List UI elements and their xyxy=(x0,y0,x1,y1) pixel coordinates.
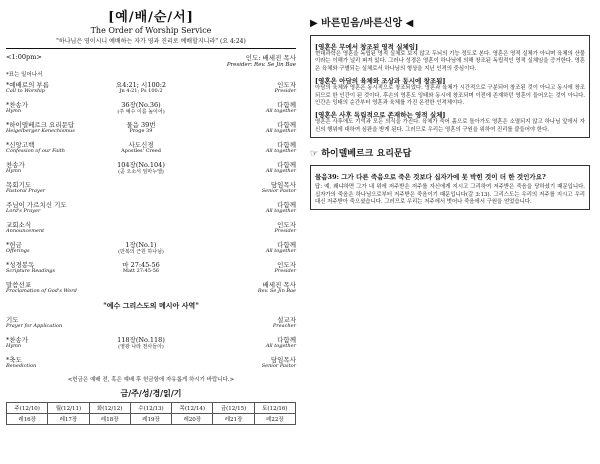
item-leader-en: All together xyxy=(265,208,296,214)
standing-note: *표는 일어나서 xyxy=(6,72,43,78)
item-leader: 다함께 xyxy=(277,101,296,109)
item-detail-sub: Jn 4:21; Ps 100:2 xyxy=(119,88,163,94)
item-name: 말씀선포 xyxy=(6,281,32,289)
item-name: 주님이 가르치신 기도 xyxy=(6,201,67,209)
item-name-en: Scripture Readings xyxy=(6,268,56,274)
reading-chapter: 레20장 xyxy=(172,414,213,425)
item-name: 찬송가 xyxy=(6,161,25,169)
reading-day: 수(12/13) xyxy=(130,403,171,414)
item-leader-en: Senior Pastor xyxy=(261,188,296,194)
item-leader: 다함께 xyxy=(277,141,296,149)
catechism-question: 물음39: 그가 다른 죽음으로 죽은 것보다 십자가에 못 박힌 것이 더 한 것인가요? xyxy=(315,173,546,182)
reading-chapter: 레19장 xyxy=(130,414,171,425)
reading-day: 주(12/10) xyxy=(7,403,48,414)
doctrine-section-text: 아담의 육체와 영혼은 동시적으로 창조되었다. 영혼과 육체가 시간적으로 구분되어 창조된 것이 아니고 동시에 창조되므로 한 인간이 된 것이다. 후손의 영혼도 잉태와 동시에 창조되며 이전에 존재하던 영혼이 들어오는 것이 아니다. 인간은 잉태의 순간부터 영혼과 육체를 가진 온전한 인격체이다. xyxy=(315,85,585,107)
item-name-en: Pastoral Prayer xyxy=(6,188,46,194)
order-item xyxy=(6,238,296,258)
item-detail-sub: (영광 나라 천사들아) xyxy=(118,344,164,350)
reading-days-row xyxy=(7,403,296,414)
order-list xyxy=(6,78,296,298)
item-name-en: Announcement xyxy=(6,228,45,234)
order-item xyxy=(6,313,296,333)
item-name: *하이델베르크 요리문답 xyxy=(6,121,75,129)
item-name: *신앙고백 xyxy=(6,141,35,149)
doctrine-section-head: [영혼은 무에서 창조된 영적 실체임] xyxy=(315,43,419,51)
item-name: *헌금 xyxy=(6,241,22,249)
item-name: *축도 xyxy=(6,356,22,364)
reading-day: 목(12/14) xyxy=(172,403,213,414)
item-leader: 설교자 xyxy=(277,316,296,324)
item-name-en: Prayer for Application xyxy=(6,323,63,329)
item-name-en: Hymn xyxy=(6,168,22,174)
item-leader-en: All together xyxy=(265,108,296,114)
order-item xyxy=(6,178,296,198)
doctrine-section-head: [영혼은 아담의 육체와 조상과 동시에 창조됨] xyxy=(315,77,446,86)
item-detail: 36장(No.36) xyxy=(121,101,161,109)
item-detail: 요4:21; 시100:2 xyxy=(115,81,167,89)
item-name: 목회기도 xyxy=(6,181,32,189)
reading-chapter: 레16장 xyxy=(7,414,48,425)
reading-table xyxy=(6,402,296,425)
doctrine-box xyxy=(310,35,590,138)
item-detail: 물음 39번 xyxy=(126,121,156,129)
item-name: 교회소식 xyxy=(6,221,32,229)
order-item xyxy=(6,118,296,138)
doctrine-column xyxy=(310,14,590,460)
item-detail: 118장(No.118) xyxy=(117,336,165,344)
item-detail-sub: Matt 27:45-56 xyxy=(122,268,160,274)
presider-en: Presider: Rev. Se Jin Bae xyxy=(226,62,296,68)
item-leader-en: All together xyxy=(265,168,296,174)
item-name-en: Confession of our Faith xyxy=(6,148,66,154)
item-name-en: Hymn xyxy=(6,343,22,349)
reading-day: 월(12/11) xyxy=(48,403,89,414)
service-leader: 인도: 배세진 목사 xyxy=(245,54,296,62)
item-leader-en: All together xyxy=(265,128,296,134)
order-list-after xyxy=(6,313,296,373)
order-item xyxy=(6,198,296,218)
item-detail: 사도신경 xyxy=(128,141,154,149)
reading-chapters-row xyxy=(7,414,296,425)
catechism-heading: ☞ 하이델베르크 요리문답 xyxy=(310,149,412,160)
item-name-en: Offerings xyxy=(6,248,30,254)
reading-chapter: 레17장 xyxy=(48,414,89,425)
item-name-en: Heigelberger Kenechismus xyxy=(6,128,75,134)
item-detail: 1장(No.1) xyxy=(125,241,157,249)
reading-chapter: 레18장 xyxy=(89,414,130,425)
worship-order-column xyxy=(6,4,296,460)
item-leader: 다함께 xyxy=(277,121,296,129)
item-leader-en: All together xyxy=(265,148,296,154)
order-item xyxy=(6,98,296,118)
item-leader-en: Presider xyxy=(274,228,296,234)
item-leader-en: Presider xyxy=(274,268,296,274)
item-leader: 인도자 xyxy=(277,221,296,229)
item-name: *예배로의 부름 xyxy=(6,81,49,89)
sermon-title: "예수 그리스도의 메시아 사역" xyxy=(103,301,199,310)
item-name-en: Proclamation of God's Word xyxy=(6,288,77,294)
item-detail-sub: Apostles' Creed xyxy=(121,148,161,154)
reading-chapter: 레22장 xyxy=(254,414,295,425)
item-detail: 104장(No.104) xyxy=(117,161,165,169)
item-detail-sub: (주 예수 이름 높이어) xyxy=(117,109,165,115)
item-name: *찬송가 xyxy=(6,101,29,109)
doctrine-section-text: 영혼은 사후에도 기억과 모든 의식을 가진다. 육체가 죽어 흙으로 돌아가도 영혼은 소멸되지 않고 하나님 앞에서 자신의 행위에 대하여 심판을 받게 된다. 그러므로 우리는 영혼의 구원을 위하여 진리를 붙들어야 한다. xyxy=(315,119,585,133)
item-leader-en: Rev. Se Jin Bae xyxy=(257,288,296,294)
item-leader: 인도자 xyxy=(277,261,296,269)
order-item xyxy=(6,353,296,373)
page-title: [예/배/순/서] xyxy=(108,10,194,25)
order-item xyxy=(6,158,296,178)
item-name: 기도 xyxy=(6,316,19,324)
item-leader: 다함께 xyxy=(277,336,296,344)
doctrine-section-head: [영혼은 사후 독립적으로 존재하는 영적 실체] xyxy=(315,111,446,120)
order-item xyxy=(6,218,296,238)
reading-title: 금/주/성/경/읽/기 xyxy=(120,388,182,398)
item-leader-en: Preacher xyxy=(272,323,296,329)
item-detail-sub: (곧 오소서 임마누엘) xyxy=(118,169,164,175)
doctrine-heading: ▶ 바른믿음/바른신앙 ◀ xyxy=(310,18,414,29)
reading-day: 금(12/15) xyxy=(213,403,254,414)
item-leader: 담임목사 xyxy=(270,181,296,189)
page-subtitle: The Order of Worship Service xyxy=(90,26,212,35)
order-item xyxy=(6,333,296,353)
item-name: *찬송가 xyxy=(6,336,29,344)
item-leader: 다함께 xyxy=(277,201,296,209)
item-leader: 다함께 xyxy=(277,161,296,169)
order-item xyxy=(6,138,296,158)
item-detail-sub: (만복의 근원 하나님) xyxy=(118,249,164,255)
doctrine-section-text: 현대과학은 영혼을 독립된 영적 실체로 보지 않고 두뇌의 기능 정도로 본다. 영혼은 영적 실체가 아니며 육체의 산물이라는 이해가 널리 퍼져 있다. 그러나 성경은 영혼이 하나님에 의해 창조된 독립적인 영적 실체임을 증거한다. 영혼은 육체와 구별되는 실체로서 하나님의 형상을 지닌 인격의 중심이다. xyxy=(315,51,585,72)
reading-day: 화(12/12) xyxy=(89,403,130,414)
item-leader-en: All together xyxy=(265,248,296,254)
item-detail-sub: Proge 39 xyxy=(129,128,153,134)
item-name-en: Call to Worship xyxy=(6,88,45,94)
offering-note: <헌금은 예배 전, 혹은 예배 후 헌금함에 자유롭게 하시기 바랍니다.> xyxy=(67,377,235,383)
service-time: <1:00pm> xyxy=(6,53,42,61)
header-verse: "하나님은 영이시니 예배하는 자가 영과 진리로 예배할지니라" (요 4:24) xyxy=(56,38,246,45)
service-time-row xyxy=(6,53,296,62)
reading-chapter: 레21장 xyxy=(213,414,254,425)
item-detail: 마 27:45-56 xyxy=(122,261,160,269)
item-leader: 배세진 목사 xyxy=(262,281,296,289)
item-leader: 담임목사 xyxy=(270,356,296,364)
reading-day: 토(12/16) xyxy=(254,403,295,414)
divider xyxy=(6,48,296,49)
item-leader-en: Senior Pastor xyxy=(261,363,296,369)
catechism-answer: 답: 예, 왜냐하면 그가 내 위에 저주받은 저주를 자신에게 지시고 그리하여 저주받은 죽음을 당하셨기 때문입니다. 십자가의 죽음은 하나님으로부터 저주받은 죽음이기 때문입니다(갈 3:13). 그리스도는 우리의 저주를 지시고 우리 대신 저주받아 죽으셨습니다. 그러므로 우리는 저주에서 벗어나 죽음에서 구원을 얻었습니다. xyxy=(315,184,585,206)
item-leader-en: All together xyxy=(265,343,296,349)
item-leader-en: Presider xyxy=(274,88,296,94)
item-name-en: Lord's Prayer xyxy=(6,208,41,214)
item-leader: 다함께 xyxy=(277,241,296,249)
item-leader: 인도자 xyxy=(277,81,296,89)
order-item xyxy=(6,258,296,278)
order-item xyxy=(6,278,296,298)
item-name-en: Hymn xyxy=(6,108,22,114)
item-name-en: Benediction xyxy=(6,363,37,369)
order-item xyxy=(6,78,296,98)
catechism-box xyxy=(310,165,590,210)
item-name: *성경봉독 xyxy=(6,261,35,269)
